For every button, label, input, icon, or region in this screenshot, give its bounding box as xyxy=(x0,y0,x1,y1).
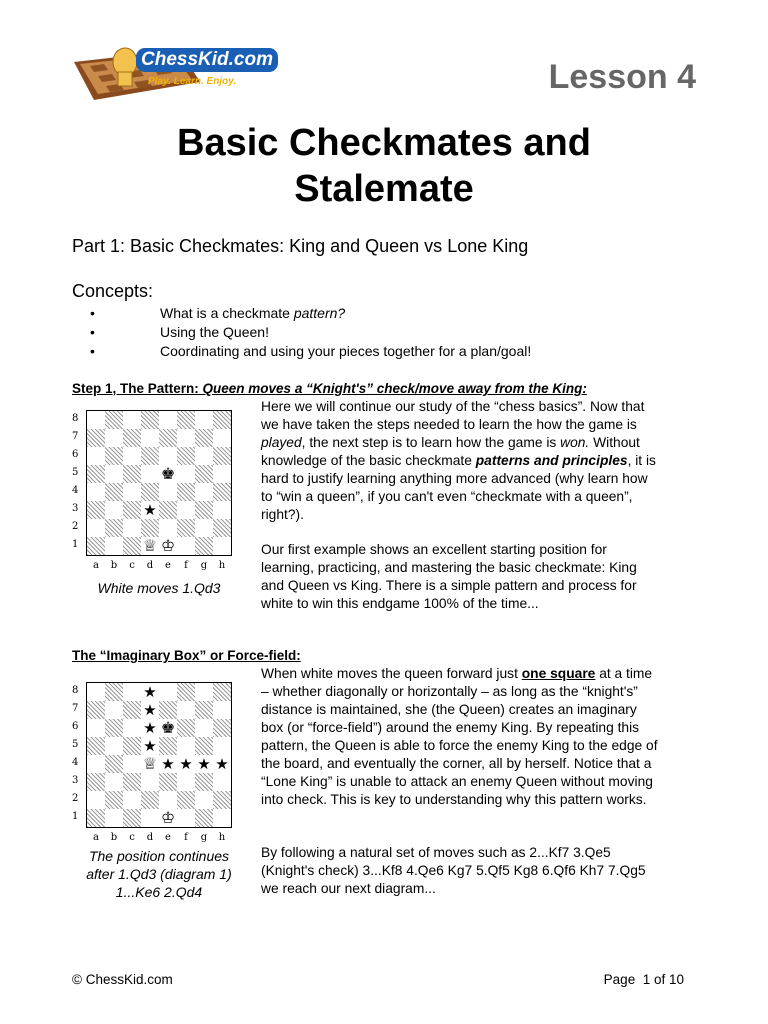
square-h7 xyxy=(213,701,231,719)
step1-heading: Step 1, The Pattern: Queen moves a “Knight's” check/move away from the King: xyxy=(72,381,587,396)
diagram-2 xyxy=(72,682,242,852)
square-e6 xyxy=(159,719,177,737)
chess-piece: ♚ xyxy=(160,718,176,737)
square-c3 xyxy=(123,773,141,791)
square-h8 xyxy=(213,411,231,429)
concepts-heading: Concepts: xyxy=(72,281,154,301)
square-h3 xyxy=(213,773,231,791)
file-label: f xyxy=(184,832,188,843)
rank-label: 3 xyxy=(72,775,79,786)
square-g3 xyxy=(195,773,213,791)
file-label: g xyxy=(200,560,208,571)
square-g2 xyxy=(195,519,213,537)
title-line-2: Stalemate xyxy=(294,168,474,210)
square-b7 xyxy=(105,701,123,719)
file-label: a xyxy=(93,832,99,843)
square-a6 xyxy=(87,719,105,737)
star-marker: ★ xyxy=(213,755,231,773)
square-h4 xyxy=(213,483,231,501)
page-title xyxy=(0,120,768,212)
step1-paragraph-2: Our first example shows an excellent starting position for learning, practicing, and mastering the basic checkmate: King and Queen vs King. There is a simple pattern and process for white to win this endgame 100% of the time... xyxy=(261,542,637,611)
logo-brand: ChessKid.com xyxy=(136,48,278,72)
square-b1 xyxy=(105,537,123,555)
part-heading: Part 1: Basic Checkmates: King and Queen vs Lone King xyxy=(72,236,529,256)
file-label: f xyxy=(184,560,188,571)
square-b2 xyxy=(105,791,123,809)
square-c8 xyxy=(123,683,141,701)
square-g6 xyxy=(195,447,213,465)
square-b3 xyxy=(105,773,123,791)
square-f7 xyxy=(177,701,195,719)
file-label: b xyxy=(110,832,118,843)
chess-piece: ♔ xyxy=(160,808,176,827)
square-b1 xyxy=(105,809,123,827)
square-e3 xyxy=(159,501,177,519)
square-b4 xyxy=(105,483,123,501)
square-d6 xyxy=(141,447,159,465)
logo-tagline: Play. Learn. Enjoy. xyxy=(148,76,237,87)
square-e2 xyxy=(159,791,177,809)
chess-piece: ♕ xyxy=(142,536,158,555)
square-f1 xyxy=(177,537,195,555)
square-d4 xyxy=(141,755,159,773)
square-f5 xyxy=(177,465,195,483)
square-a7 xyxy=(87,701,105,719)
square-a7 xyxy=(87,429,105,447)
square-d8 xyxy=(141,411,159,429)
square-a3 xyxy=(87,773,105,791)
square-a5 xyxy=(87,465,105,483)
square-e1 xyxy=(159,537,177,555)
square-f4 xyxy=(177,755,195,773)
file-label: h xyxy=(218,560,226,571)
square-f6 xyxy=(177,719,195,737)
square-f5 xyxy=(177,737,195,755)
square-d6 xyxy=(141,719,159,737)
rank-label: 6 xyxy=(72,721,79,732)
file-label: c xyxy=(129,560,135,571)
square-f4 xyxy=(177,483,195,501)
square-c2 xyxy=(123,519,141,537)
square-e4 xyxy=(159,755,177,773)
file-label: e xyxy=(165,832,171,843)
title-line-1: Basic Checkmates and xyxy=(177,122,591,164)
square-g4 xyxy=(195,755,213,773)
square-f6 xyxy=(177,447,195,465)
square-c3 xyxy=(123,501,141,519)
rank-label: 8 xyxy=(72,413,79,424)
square-g5 xyxy=(195,465,213,483)
square-g8 xyxy=(195,683,213,701)
star-marker: ★ xyxy=(195,755,213,773)
square-f1 xyxy=(177,809,195,827)
square-c8 xyxy=(123,411,141,429)
square-e2 xyxy=(159,519,177,537)
square-h6 xyxy=(213,447,231,465)
square-h5 xyxy=(213,737,231,755)
square-f7 xyxy=(177,429,195,447)
chess-piece: ♕ xyxy=(142,754,158,773)
square-d2 xyxy=(141,519,159,537)
star-marker: ★ xyxy=(141,501,159,519)
square-a4 xyxy=(87,755,105,773)
square-d2 xyxy=(141,791,159,809)
square-d3 xyxy=(141,773,159,791)
square-c1 xyxy=(123,809,141,827)
file-label: g xyxy=(200,832,208,843)
square-h2 xyxy=(213,519,231,537)
square-f8 xyxy=(177,411,195,429)
file-label: c xyxy=(129,832,135,843)
square-f2 xyxy=(177,791,195,809)
square-b5 xyxy=(105,465,123,483)
star-marker: ★ xyxy=(177,755,195,773)
square-e8 xyxy=(159,683,177,701)
file-label: a xyxy=(93,560,99,571)
square-c6 xyxy=(123,719,141,737)
square-e6 xyxy=(159,447,177,465)
square-g7 xyxy=(195,429,213,447)
square-h8 xyxy=(213,683,231,701)
square-a8 xyxy=(87,683,105,701)
rank-label: 2 xyxy=(72,793,79,804)
square-f8 xyxy=(177,683,195,701)
square-h4 xyxy=(213,755,231,773)
rank-label: 4 xyxy=(72,757,79,768)
rank-label: 5 xyxy=(72,467,79,478)
square-h2 xyxy=(213,791,231,809)
square-g5 xyxy=(195,737,213,755)
square-a8 xyxy=(87,411,105,429)
square-e5 xyxy=(159,737,177,755)
rank-label: 8 xyxy=(72,685,79,696)
diagram-1-caption: White moves 1.Qd3 xyxy=(97,580,221,596)
square-c6 xyxy=(123,447,141,465)
square-f3 xyxy=(177,501,195,519)
chess-piece: ♔ xyxy=(160,536,176,555)
square-g1 xyxy=(195,809,213,827)
square-g7 xyxy=(195,701,213,719)
square-h7 xyxy=(213,429,231,447)
rank-label: 1 xyxy=(72,539,79,550)
square-h6 xyxy=(213,719,231,737)
rank-label: 1 xyxy=(72,811,79,822)
file-label: d xyxy=(146,560,154,571)
square-g2 xyxy=(195,791,213,809)
step2-heading: The “Imaginary Box” or Force-field: xyxy=(72,648,301,663)
rank-label: 5 xyxy=(72,739,79,750)
footer-page-number: Page 1 of 10 xyxy=(603,972,684,987)
rank-label: 3 xyxy=(72,503,79,514)
square-a1 xyxy=(87,537,105,555)
step2-paragraph-2: By following a natural set of moves such as 2...Kf7 3.Qe5 (Knight's check) 3...Kf8 4.Qe6 Kg7 5.Qf5 Kg8 6.Qf6 Kh7 7.Qg5 we reach our next diagram... xyxy=(261,845,646,896)
square-c4 xyxy=(123,483,141,501)
square-a2 xyxy=(87,519,105,537)
square-f3 xyxy=(177,773,195,791)
step2-paragraph-1: When white moves the queen forward just one square at a time – whether diagonally or horizontally – as long as the “knight's” distance is maintained, she (the Queen) creates an imaginary box (or “force-field”) around the enemy King. By repeating this pattern, the Queen is able to force the enemy King to the edge of the board, and eventually the corner, all by herself. Notice that a “Lone King” is unable to attack an enemy Queen without moving into check. This is key to understanding why this pattern works. xyxy=(261,666,658,807)
square-h1 xyxy=(213,537,231,555)
chess-piece: ♚ xyxy=(160,464,176,483)
square-h5 xyxy=(213,465,231,483)
square-d7 xyxy=(141,429,159,447)
diagram-1 xyxy=(72,410,242,580)
square-f2 xyxy=(177,519,195,537)
square-g3 xyxy=(195,501,213,519)
step1-paragraph-1: Here we will continue our study of the “chess basics”. Now that we have taken the steps needed to learn the how the game is played, the next step is to learn how the game is won. Without knowledge of the basic checkmate patterns and principles, it is hard to justify learning anything more advanced (why learn how to “win a queen”, if you can't even “checkmate with a queen”, right?). xyxy=(261,399,656,522)
star-marker: ★ xyxy=(141,683,159,701)
file-label: b xyxy=(110,560,118,571)
square-d5 xyxy=(141,465,159,483)
square-e3 xyxy=(159,773,177,791)
square-d5 xyxy=(141,737,159,755)
square-d7 xyxy=(141,701,159,719)
footer-copyright: © ChessKid.com xyxy=(72,972,173,987)
star-marker: ★ xyxy=(141,737,159,755)
square-b7 xyxy=(105,429,123,447)
square-e7 xyxy=(159,701,177,719)
square-d1 xyxy=(141,537,159,555)
rank-label: 2 xyxy=(72,521,79,532)
square-c4 xyxy=(123,755,141,773)
square-b8 xyxy=(105,411,123,429)
chessboard xyxy=(86,410,232,556)
file-label: d xyxy=(146,832,154,843)
square-e5 xyxy=(159,465,177,483)
square-c7 xyxy=(123,701,141,719)
square-a5 xyxy=(87,737,105,755)
square-b3 xyxy=(105,501,123,519)
square-g6 xyxy=(195,719,213,737)
square-d1 xyxy=(141,809,159,827)
square-a1 xyxy=(87,809,105,827)
chessboard xyxy=(86,682,232,828)
square-e1 xyxy=(159,809,177,827)
square-c1 xyxy=(123,537,141,555)
square-a6 xyxy=(87,447,105,465)
square-c2 xyxy=(123,791,141,809)
square-h3 xyxy=(213,501,231,519)
star-marker: ★ xyxy=(159,755,177,773)
square-a4 xyxy=(87,483,105,501)
square-e8 xyxy=(159,411,177,429)
square-d3 xyxy=(141,501,159,519)
square-c7 xyxy=(123,429,141,447)
square-b5 xyxy=(105,737,123,755)
square-h1 xyxy=(213,809,231,827)
square-g8 xyxy=(195,411,213,429)
square-e7 xyxy=(159,429,177,447)
rank-label: 4 xyxy=(72,485,79,496)
file-label: h xyxy=(218,832,226,843)
square-e4 xyxy=(159,483,177,501)
square-d8 xyxy=(141,683,159,701)
square-b6 xyxy=(105,447,123,465)
lesson-number: Lesson 4 xyxy=(548,58,696,96)
rank-label: 6 xyxy=(72,449,79,460)
square-g4 xyxy=(195,483,213,501)
square-c5 xyxy=(123,465,141,483)
square-a2 xyxy=(87,791,105,809)
square-b2 xyxy=(105,519,123,537)
chesskid-logo xyxy=(70,42,273,104)
rank-label: 7 xyxy=(72,703,79,714)
star-marker: ★ xyxy=(141,719,159,737)
square-b6 xyxy=(105,719,123,737)
file-label: e xyxy=(165,560,171,571)
star-marker: ★ xyxy=(141,701,159,719)
diagram-2-caption: The position continues after 1.Qd3 (diagram 1) 1...Ke6 2.Qd4 xyxy=(86,848,232,900)
square-b8 xyxy=(105,683,123,701)
square-c5 xyxy=(123,737,141,755)
rank-label: 7 xyxy=(72,431,79,442)
square-g1 xyxy=(195,537,213,555)
square-a3 xyxy=(87,501,105,519)
square-b4 xyxy=(105,755,123,773)
square-d4 xyxy=(141,483,159,501)
